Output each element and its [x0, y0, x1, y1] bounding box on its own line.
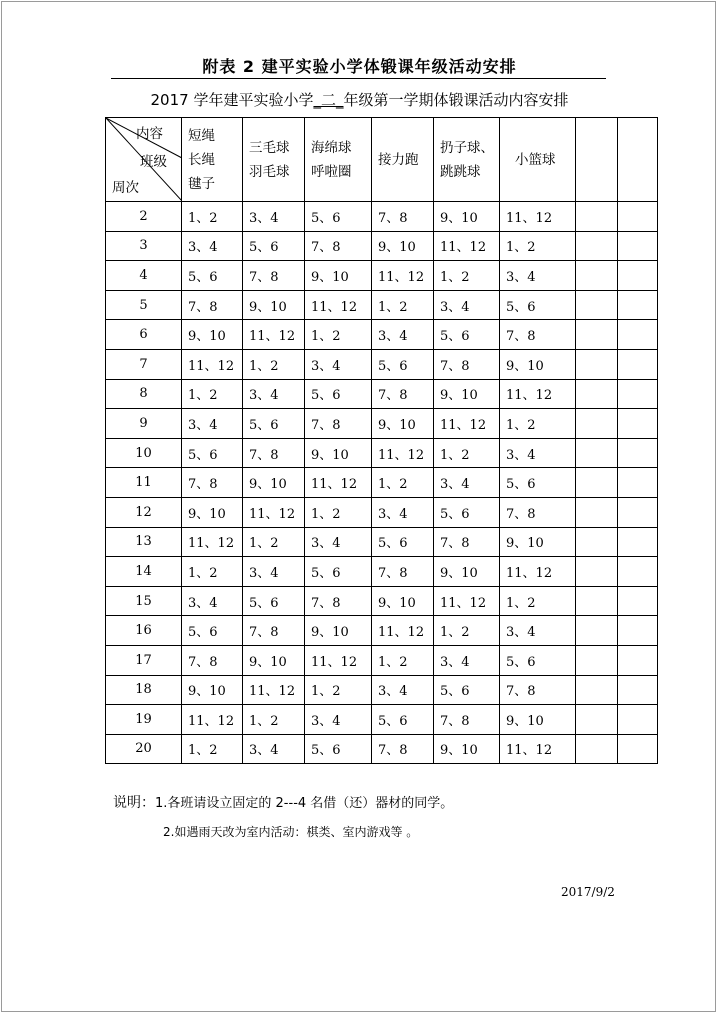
class-cell	[618, 320, 658, 350]
class-cell: 1、2	[305, 497, 372, 527]
week-cell: 10	[106, 438, 182, 468]
class-cell: 11、12	[182, 527, 243, 557]
title-rule	[111, 78, 606, 79]
corner-label-week: 周次	[112, 180, 139, 196]
class-cell: 7、8	[182, 290, 243, 320]
class-cell: 3、4	[434, 290, 500, 320]
class-cell: 11、12	[243, 675, 305, 705]
class-cell: 9、10	[434, 379, 500, 409]
class-cell: 9、10	[243, 645, 305, 675]
table-row	[106, 231, 658, 261]
column-header-line: 海绵球	[311, 139, 352, 156]
week-cell: 9	[106, 409, 182, 439]
class-cell: 7、8	[500, 675, 576, 705]
class-cell	[618, 290, 658, 320]
class-cell	[576, 409, 618, 439]
class-cell: 7、8	[434, 349, 500, 379]
column-header-line: 接力跑	[378, 151, 419, 168]
column-header-line: 跳跳球	[440, 163, 481, 180]
class-cell: 11、12	[434, 586, 500, 616]
class-cell	[576, 586, 618, 616]
table-row	[106, 586, 658, 616]
class-cell	[618, 705, 658, 735]
class-cell	[576, 261, 618, 291]
class-cell: 9、10	[372, 231, 434, 261]
class-cell: 9、10	[243, 290, 305, 320]
class-cell: 11、12	[500, 557, 576, 587]
table-row	[106, 645, 658, 675]
table-row	[106, 290, 658, 320]
class-cell	[576, 202, 618, 232]
class-cell	[576, 675, 618, 705]
class-cell: 3、4	[500, 616, 576, 646]
class-cell	[618, 379, 658, 409]
class-cell: 3、4	[182, 586, 243, 616]
class-cell: 5、6	[372, 527, 434, 557]
corner-header-cell	[106, 118, 182, 202]
class-cell	[618, 497, 658, 527]
class-cell: 9、10	[305, 261, 372, 291]
week-cell: 2	[106, 202, 182, 232]
class-cell: 1、2	[182, 379, 243, 409]
class-cell: 7、8	[372, 557, 434, 587]
class-cell: 3、4	[500, 438, 576, 468]
class-cell	[576, 349, 618, 379]
week-cell: 3	[106, 231, 182, 261]
class-cell: 11、12	[305, 645, 372, 675]
class-cell	[618, 261, 658, 291]
table-header-row	[106, 118, 658, 202]
class-cell	[576, 468, 618, 498]
class-cell	[576, 438, 618, 468]
column-header	[182, 118, 243, 202]
class-cell: 7、8	[182, 645, 243, 675]
class-cell	[618, 616, 658, 646]
class-cell: 1、2	[372, 645, 434, 675]
class-cell: 5、6	[500, 290, 576, 320]
table-row	[106, 202, 658, 232]
class-cell: 3、4	[305, 349, 372, 379]
week-cell: 14	[106, 557, 182, 587]
class-cell: 3、4	[305, 527, 372, 557]
class-cell: 5、6	[182, 438, 243, 468]
class-cell	[618, 349, 658, 379]
class-cell	[618, 734, 658, 764]
class-cell: 3、4	[434, 468, 500, 498]
class-cell	[576, 734, 618, 764]
table-row	[106, 261, 658, 291]
class-cell: 7、8	[372, 379, 434, 409]
document-date: 2017/9/2	[561, 885, 615, 899]
table-row	[106, 379, 658, 409]
class-cell: 9、10	[434, 734, 500, 764]
class-cell: 1、2	[243, 349, 305, 379]
class-cell: 7、8	[500, 497, 576, 527]
class-cell: 7、8	[372, 202, 434, 232]
corner-label-content: 内容	[136, 126, 163, 142]
class-cell: 7、8	[434, 527, 500, 557]
page-title: 附表 2 建平实验小学体锻课年级活动安排	[202, 57, 517, 76]
note-text-1: 1.各班请设立固定的 2---4 名借（还）器材的同学。	[155, 796, 454, 811]
table-row	[106, 349, 658, 379]
week-cell: 20	[106, 734, 182, 764]
class-cell: 5、6	[182, 261, 243, 291]
class-cell: 11、12	[372, 438, 434, 468]
class-cell: 1、2	[372, 290, 434, 320]
class-cell: 1、2	[500, 409, 576, 439]
table-row	[106, 409, 658, 439]
class-cell: 7、8	[500, 320, 576, 350]
class-cell: 9、10	[500, 705, 576, 735]
class-cell: 7、8	[372, 734, 434, 764]
class-cell: 5、6	[434, 675, 500, 705]
class-cell: 11、12	[372, 261, 434, 291]
class-cell: 11、12	[305, 290, 372, 320]
class-cell: 7、8	[243, 261, 305, 291]
column-header-line: 羽毛球	[249, 163, 290, 180]
column-header-line: 呼啦圈	[311, 163, 352, 180]
class-cell: 5、6	[434, 320, 500, 350]
week-cell: 17	[106, 645, 182, 675]
class-cell: 1、2	[434, 261, 500, 291]
class-cell	[576, 231, 618, 261]
class-cell	[576, 379, 618, 409]
class-cell: 7、8	[434, 705, 500, 735]
class-cell: 9、10	[434, 202, 500, 232]
class-cell: 3、4	[243, 379, 305, 409]
class-cell: 7、8	[305, 231, 372, 261]
class-cell	[576, 527, 618, 557]
subtitle-grade: _二_	[313, 91, 344, 109]
class-cell: 1、2	[372, 468, 434, 498]
week-cell: 15	[106, 586, 182, 616]
class-cell: 11、12	[182, 349, 243, 379]
class-cell	[576, 557, 618, 587]
class-cell: 3、4	[372, 497, 434, 527]
class-cell: 7、8	[243, 616, 305, 646]
week-cell: 18	[106, 675, 182, 705]
class-cell: 11、12	[372, 616, 434, 646]
class-cell	[576, 497, 618, 527]
week-cell: 19	[106, 705, 182, 735]
column-header-line: 长绳	[188, 151, 215, 168]
class-cell: 9、10	[434, 557, 500, 587]
class-cell	[618, 438, 658, 468]
week-cell: 8	[106, 379, 182, 409]
class-cell: 1、2	[243, 527, 305, 557]
table-row	[106, 438, 658, 468]
class-cell	[618, 468, 658, 498]
class-cell	[618, 675, 658, 705]
week-cell: 7	[106, 349, 182, 379]
subtitle-prefix: 2017 学年建平实验小学	[150, 91, 314, 109]
class-cell: 5、6	[243, 409, 305, 439]
note-label: 说明：	[113, 795, 155, 811]
class-cell: 1、2	[182, 734, 243, 764]
class-cell	[618, 527, 658, 557]
class-cell: 1、2	[182, 202, 243, 232]
class-cell: 3、4	[434, 645, 500, 675]
class-cell: 3、4	[243, 557, 305, 587]
class-cell: 5、6	[305, 734, 372, 764]
class-cell: 7、8	[305, 586, 372, 616]
class-cell	[576, 290, 618, 320]
table-row	[106, 705, 658, 735]
class-cell	[576, 645, 618, 675]
column-header-line: 毽子	[188, 175, 215, 192]
column-header-line: 短绳	[188, 127, 215, 144]
class-cell: 9、10	[243, 468, 305, 498]
class-cell: 5、6	[305, 557, 372, 587]
class-cell: 3、4	[243, 734, 305, 764]
class-cell: 11、12	[305, 468, 372, 498]
column-header	[434, 118, 500, 202]
column-header-line: 三毛球	[249, 139, 290, 156]
class-cell	[576, 320, 618, 350]
class-cell: 11、12	[243, 497, 305, 527]
subtitle-suffix: 年级第一学期体锻课活动内容安排	[343, 91, 569, 109]
class-cell	[576, 705, 618, 735]
week-cell: 11	[106, 468, 182, 498]
class-cell: 5、6	[243, 586, 305, 616]
column-header	[305, 118, 372, 202]
week-cell: 4	[106, 261, 182, 291]
class-cell: 1、2	[305, 675, 372, 705]
table-row	[106, 497, 658, 527]
class-cell: 7、8	[243, 438, 305, 468]
class-cell: 1、2	[500, 231, 576, 261]
class-cell: 9、10	[500, 527, 576, 557]
class-cell: 5、6	[500, 468, 576, 498]
class-cell	[618, 586, 658, 616]
column-header	[243, 118, 305, 202]
class-cell: 9、10	[305, 438, 372, 468]
class-cell: 9、10	[500, 349, 576, 379]
class-cell: 11、12	[243, 320, 305, 350]
class-cell: 1、2	[434, 616, 500, 646]
week-cell: 12	[106, 497, 182, 527]
column-header	[576, 118, 618, 202]
class-cell: 5、6	[372, 349, 434, 379]
note-line-2: 2.如遇雨天改为室内活动：棋类、室内游戏等 。	[163, 825, 419, 839]
schedule-table	[105, 117, 658, 764]
class-cell	[618, 557, 658, 587]
week-cell: 16	[106, 616, 182, 646]
class-cell: 11、12	[182, 705, 243, 735]
week-cell: 5	[106, 290, 182, 320]
class-cell: 11、12	[500, 734, 576, 764]
table-row	[106, 557, 658, 587]
class-cell: 11、12	[434, 409, 500, 439]
class-cell: 11、12	[500, 379, 576, 409]
column-header	[618, 118, 658, 202]
class-cell: 7、8	[182, 468, 243, 498]
class-cell: 9、10	[182, 497, 243, 527]
class-cell: 5、6	[500, 645, 576, 675]
class-cell: 3、4	[305, 705, 372, 735]
class-cell: 5、6	[305, 202, 372, 232]
class-cell: 3、4	[182, 231, 243, 261]
column-header-line: 扔子球、	[440, 139, 494, 156]
column-header	[372, 118, 434, 202]
column-header	[500, 118, 576, 202]
class-cell	[618, 231, 658, 261]
page-subtitle	[0, 89, 719, 110]
class-cell	[576, 616, 618, 646]
table-row	[106, 734, 658, 764]
corner-label-class: 班级	[140, 154, 167, 170]
class-cell: 3、4	[243, 202, 305, 232]
class-cell: 3、4	[500, 261, 576, 291]
note-line-1	[113, 792, 453, 812]
class-cell: 9、10	[182, 675, 243, 705]
class-cell: 9、10	[372, 409, 434, 439]
class-cell: 5、6	[243, 231, 305, 261]
class-cell	[618, 409, 658, 439]
class-cell: 5、6	[434, 497, 500, 527]
class-cell: 3、4	[372, 675, 434, 705]
class-cell: 5、6	[182, 616, 243, 646]
class-cell: 1、2	[305, 320, 372, 350]
class-cell: 3、4	[182, 409, 243, 439]
class-cell: 5、6	[372, 705, 434, 735]
table-row	[106, 675, 658, 705]
column-header-line: 小篮球	[515, 151, 556, 168]
class-cell: 5、6	[305, 379, 372, 409]
table-row	[106, 527, 658, 557]
class-cell: 11、12	[434, 231, 500, 261]
class-cell	[618, 645, 658, 675]
week-cell: 6	[106, 320, 182, 350]
class-cell: 9、10	[182, 320, 243, 350]
class-cell: 3、4	[372, 320, 434, 350]
class-cell	[618, 202, 658, 232]
table-row	[106, 616, 658, 646]
table-row	[106, 320, 658, 350]
class-cell: 9、10	[305, 616, 372, 646]
class-cell: 9、10	[372, 586, 434, 616]
class-cell: 1、2	[434, 438, 500, 468]
class-cell: 1、2	[182, 557, 243, 587]
class-cell: 7、8	[305, 409, 372, 439]
week-cell: 13	[106, 527, 182, 557]
table-row	[106, 468, 658, 498]
class-cell: 1、2	[243, 705, 305, 735]
class-cell: 1、2	[500, 586, 576, 616]
class-cell: 11、12	[500, 202, 576, 232]
